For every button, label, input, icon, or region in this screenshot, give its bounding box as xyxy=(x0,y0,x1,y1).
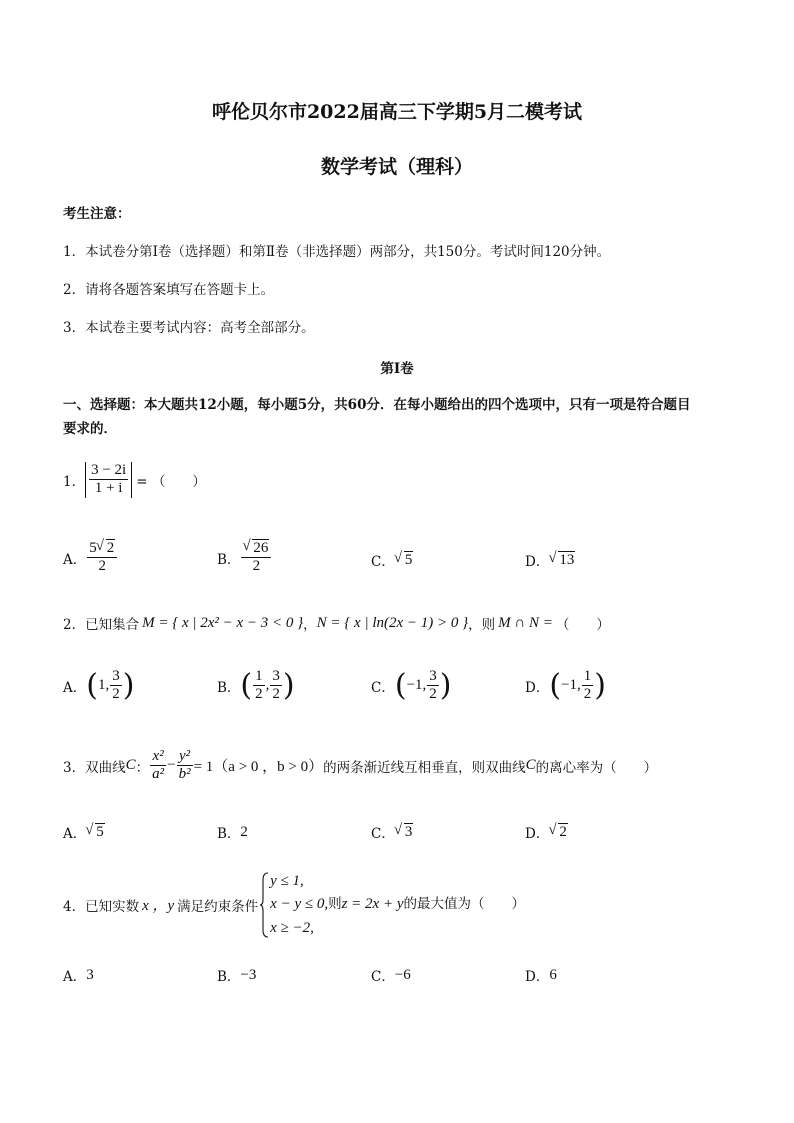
question-text: 的离心率为（ ） xyxy=(535,759,658,776)
set-m: M = { x | 2x² − x − 3 < 0 } xyxy=(142,614,304,631)
brace-icon xyxy=(259,872,269,938)
interval-left: 1, xyxy=(97,677,110,694)
option-value: 2 xyxy=(240,823,248,840)
radicand: 2 xyxy=(559,823,567,840)
intersection-expression: M ∩ N = xyxy=(498,614,553,631)
page-title: 呼伦贝尔市2022届高三下学期5月二模考试 xyxy=(211,101,583,123)
notice-item-2: 2．请将各题答案填写在答题卡上。 xyxy=(63,282,275,298)
fraction-numerator: 3 xyxy=(427,668,439,686)
option-1d xyxy=(525,550,575,570)
question-text: 满足约束条件 xyxy=(177,898,259,915)
question-3 xyxy=(63,748,657,784)
option-label: A． xyxy=(63,969,87,985)
question-number: 3． xyxy=(63,759,86,776)
radicand: 2 xyxy=(106,540,115,556)
notice-item-1: 1．本试卷分第Ⅰ卷（选择题）和第Ⅱ卷（非选择题）两部分，共150分。考试时间120分钟。 xyxy=(63,244,611,260)
fraction-denominator: 2 xyxy=(98,558,106,575)
option-3c xyxy=(371,822,413,842)
question-2 xyxy=(63,613,610,633)
variable-c: C xyxy=(525,757,536,774)
set-n: N = { x | ln(2x − 1) > 0 } xyxy=(316,614,469,631)
interval-left: −1, xyxy=(561,677,581,694)
punctuation: ： xyxy=(135,759,150,776)
radicand: 26 xyxy=(253,540,269,556)
option-value: −6 xyxy=(394,966,411,983)
option-value: 6 xyxy=(549,966,557,983)
fraction-numerator: 3 − 2i xyxy=(89,462,128,480)
constraint-system xyxy=(270,870,525,940)
radicand: 3 xyxy=(404,823,413,840)
fraction-numerator: 1 xyxy=(253,668,265,686)
fraction-numerator: 1 xyxy=(582,668,594,686)
option-4a xyxy=(63,965,94,985)
fraction-numerator: y² xyxy=(177,748,193,766)
operator: − xyxy=(167,757,176,774)
question-tail: 的最大值为（ ） xyxy=(403,896,525,913)
option-label: A． xyxy=(63,551,87,568)
option-2d: D． ( −1, $\frac{1}{2}$ ) xyxy=(525,667,606,703)
radicand: 5 xyxy=(404,551,413,568)
question-4 xyxy=(63,870,525,940)
punctuation: ， xyxy=(303,617,317,633)
question-text: 已知集合 xyxy=(85,617,140,633)
question-number: 4． xyxy=(63,898,86,915)
question-text: 双曲线 xyxy=(85,759,126,776)
question-number: 1． xyxy=(63,473,86,490)
section-instruction-line1: 一、选择题：本大题共12小题，每小题5分，共60分．在每小题给出的四个选项中，只有一项是符合题目 xyxy=(63,397,691,413)
equation-tail: = 1（a > 0 ，b > 0） xyxy=(193,759,324,776)
option-label: C． xyxy=(371,826,395,842)
fraction-denominator: 2 xyxy=(429,686,437,703)
option-label: C． xyxy=(371,554,395,570)
fraction-numerator: 3 xyxy=(110,668,122,686)
variables: x ，y xyxy=(142,898,175,915)
option-label: A． xyxy=(63,679,87,696)
option-label: D． xyxy=(525,826,550,842)
option-1c xyxy=(371,550,413,570)
fraction-denominator: a² xyxy=(152,766,165,783)
fraction-denominator: 2 xyxy=(112,686,120,703)
section-instruction-line2: 要求的． xyxy=(63,421,117,437)
option-label: B． xyxy=(217,551,241,568)
constraint-3: x ≥ −2, xyxy=(270,919,314,936)
notice-item-3: 3．本试卷主要考试内容：高考全部部分。 xyxy=(63,320,315,336)
page-subtitle: 数学考试（理科） xyxy=(320,156,473,178)
option-label: D． xyxy=(525,679,550,696)
option-2c: C． ( −1, $\frac{3}{2}$ ) xyxy=(371,667,452,703)
notice-heading: 考生注意： xyxy=(63,206,131,222)
fraction-numerator: x² xyxy=(150,748,166,766)
option-label: C． xyxy=(371,679,395,696)
question-tail: = （ ） xyxy=(136,473,206,490)
variable-c: C xyxy=(125,757,136,774)
question-text: ，则 xyxy=(468,617,496,633)
option-1b xyxy=(217,540,272,576)
option-label: B． xyxy=(217,826,241,842)
fraction-denominator: b² xyxy=(178,766,191,783)
fraction-denominator: 2 xyxy=(583,686,592,703)
option-3b xyxy=(217,822,248,842)
option-3a xyxy=(63,822,105,842)
question-text: 的两条渐近线互相垂直，则双曲线 xyxy=(323,759,526,776)
option-label: C． xyxy=(371,969,395,985)
option-coefficient: 5 xyxy=(89,540,97,556)
interval-left: −1, xyxy=(406,677,427,694)
option-4b xyxy=(217,965,256,985)
option-value: −3 xyxy=(240,966,257,983)
constraint-1: y ≤ 1, xyxy=(270,873,304,889)
fraction-denominator: 1 + i xyxy=(94,480,123,497)
option-label: A． xyxy=(63,826,87,842)
option-label: D． xyxy=(525,969,550,985)
option-label: B． xyxy=(217,969,241,985)
fraction-denominator: 2 xyxy=(272,686,280,703)
question-text: 则 xyxy=(328,896,342,913)
fraction-denominator: 2 xyxy=(252,558,261,575)
option-2b: B． ( $\frac{1}{2}$ , $\frac{3}{2}$ ) xyxy=(217,667,295,703)
option-4d xyxy=(525,965,557,985)
option-2a: A． ( 1, $\frac{3}{2}$ ) xyxy=(63,667,135,703)
volume-heading: 第Ⅰ卷 xyxy=(380,361,414,377)
option-label: B． xyxy=(217,679,241,696)
question-number: 2． xyxy=(63,617,86,633)
fraction-numerator: 3 xyxy=(270,668,282,686)
question-tail: （ ） xyxy=(555,617,610,633)
option-3d xyxy=(525,822,568,842)
radicand: 5 xyxy=(96,823,104,840)
objective-function: z = 2x + y xyxy=(341,896,404,913)
option-4c xyxy=(371,965,411,985)
question-text: 已知实数 xyxy=(85,898,140,915)
option-label: D． xyxy=(525,554,550,570)
option-value: 3 xyxy=(86,966,94,983)
fraction-denominator: 2 xyxy=(255,686,263,703)
radicand: 13 xyxy=(559,551,575,568)
modulus-expression xyxy=(85,462,132,498)
option-1a xyxy=(63,540,118,576)
question-1 xyxy=(63,462,206,498)
constraint-2: x − y ≤ 0, xyxy=(270,896,329,913)
